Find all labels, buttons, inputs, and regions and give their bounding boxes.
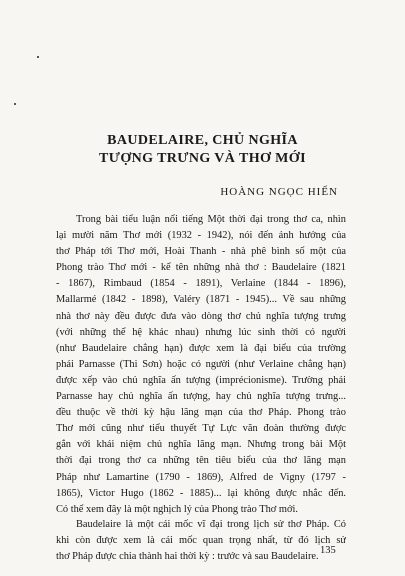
text-line: Pháp như Lamartine (1790 - 1869), Alfred de Vigny (1797 - — [56, 471, 346, 483]
chapter-title-line-1: BAUDELAIRE, CHỦ NGHĨA — [107, 133, 298, 148]
text-line: gắn với khái niệm chủ nghĩa lãng mạn. Nhưng trong bài Một — [56, 439, 346, 451]
text-line: (như Baudelaire chẳng hạn) được xem là đại biểu của trường — [56, 342, 346, 354]
scan-speck — [14, 103, 16, 105]
text-line: được xếp vào chủ nghĩa ấn tượng (imprécionisme). Trường phái — [56, 374, 346, 386]
text-line: 1865), Victor Hugo (1862 - 1885)... lại không được nhắc đến. — [56, 487, 346, 499]
text-line: Có thể xem đây là một nghịch lý của Phong trào Thơ mới. — [56, 503, 298, 515]
text-line: khi còn được xem là cái mốc quan trọng nhất, từ đó lịch sử — [56, 535, 346, 547]
text-line: Baudelaire là một cái mốc vĩ đại trong lịch sử thơ Pháp. Có — [76, 519, 346, 530]
chapter-title-line-2: TƯỢNG TRƯNG VÀ THƠ MỚI — [99, 151, 306, 166]
text-line: Parnasse hay chủ nghĩa ấn tượng, hay chủ nghĩa tượng trưng... — [56, 391, 346, 403]
text-line: thời đại trong thơ ca những tên tiêu biểu của thơ lãng mạn — [56, 455, 346, 467]
text-line: Trong bài tiểu luận nổi tiếng Một thời đại trong thơ ca, nhìn — [76, 214, 346, 225]
text-line: (với những thể hệ khác nhau) nhưng lúc sinh thời có người — [56, 326, 346, 338]
text-line: thơ Pháp tới Thơ mới, Hoài Thanh - nhà phê bình số một của — [56, 246, 346, 258]
text-line: thơ Pháp được chia thành hai thời kỳ : trước và sau Baudelaire. — [56, 551, 319, 563]
scan-speck — [37, 56, 39, 58]
text-line: - 1867), Rimbaud (1854 - 1891), Verlaine (1844 - 1896), — [56, 278, 346, 290]
paragraph-2 — [56, 517, 346, 565]
text-line: Phong trào Thơ mới - kể tên những nhà thơ : Baudelaire (1821 — [56, 262, 346, 274]
text-line: nhà thơ này đều được đưa vào dòng thơ chủ nghĩa tượng trưng — [56, 310, 346, 322]
text-line: Thơ mới cũng như tiểu thuyết Tự Lực văn đoàn thường được — [56, 423, 346, 435]
text-line: phái Parnasse (Thi Sơn) hoặc có người (như Verlaine chẳng hạn) — [56, 358, 346, 370]
author-name: HOÀNG NGỌC HIẾN — [220, 186, 338, 198]
text-line: Mallarmé (1842 - 1898), Valéry (1871 - 1945)... Về sau những — [56, 294, 346, 306]
text-line: đều thuộc về thời kỳ hậu lãng mạn của thơ Pháp. Phong trào — [56, 407, 346, 419]
text-line: lại mười năm Thơ mới (1932 - 1942), nói đến ảnh hưởng của — [56, 230, 346, 242]
page-number: 135 — [320, 545, 336, 556]
paragraph-1 — [56, 212, 346, 518]
